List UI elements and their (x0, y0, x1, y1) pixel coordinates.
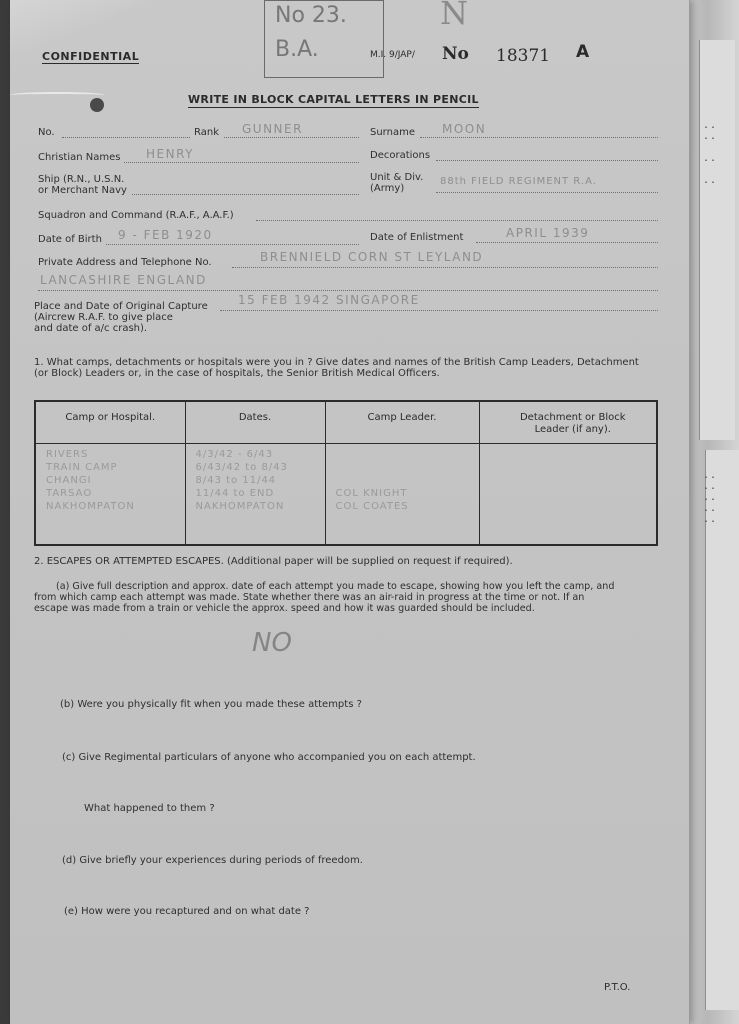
unit-line (436, 192, 658, 193)
decorative-dots: .. .. .. .. (703, 120, 718, 186)
surname-label: Surname (370, 127, 415, 138)
capture-label-3: and date of a/c crash). (34, 323, 148, 334)
dates-entry: 4/3/42 - 6/43 6/43/42 to 8/43 8/43 to 11/44 11/44 to END NAKHOMPATON (195, 448, 288, 512)
question-2a-line-1: (a) Give full description and approx. date of each attempt you made to escape, showing how you left the camp, and (56, 581, 615, 592)
col-header-dates: Dates. (185, 401, 325, 443)
question-1-line-1: 1. What camps, detachments or hospitals were you in ? Give dates and names of the British Camp Leaders, Detachment (34, 357, 639, 368)
paper-edge (705, 450, 739, 1010)
address-line-2 (38, 290, 658, 291)
question-1-line-2: (or Block) Leaders or, in the case of hospitals, the Senior British Medical Officers. (34, 368, 440, 379)
unit-label-1: Unit & Div. (370, 172, 424, 183)
address-line (232, 267, 658, 268)
squadron-line (256, 220, 658, 221)
confidential-label: CONFIDENTIAL (42, 50, 140, 63)
stamp-line-2: B.A. (275, 37, 319, 62)
cell-leader (325, 443, 479, 545)
question-2-title: 2. ESCAPES OR ATTEMPTED ESCAPES. (Additional paper will be supplied on request if required). (34, 556, 513, 567)
enlistment-label: Date of Enlistment (370, 232, 464, 243)
table-row (35, 443, 657, 545)
dob-label: Date of Birth (38, 234, 102, 245)
pencil-mark: N (440, 0, 468, 32)
stamp-line-1: No 23. (275, 3, 347, 28)
dob-line (106, 244, 359, 245)
christian-names-value: HENRY (146, 147, 194, 161)
christian-names-line (124, 162, 359, 163)
number-label: No (442, 44, 469, 64)
ship-line (132, 194, 359, 195)
question-2b: (b) Were you physically fit when you made these attempts ? (60, 699, 362, 710)
capture-line (220, 310, 658, 311)
enlistment-value: APRIL 1939 (506, 226, 590, 240)
table-header-row (35, 401, 657, 443)
form-sheet (10, 0, 690, 1024)
col-header-detachment: Detachment or Block Leader (if any). (479, 401, 657, 443)
cell-camps (35, 443, 185, 545)
rank-label: Rank (194, 127, 219, 138)
address-label: Private Address and Telephone No. (38, 257, 212, 268)
address-value-2: LANCASHIRE ENGLAND (40, 273, 207, 287)
rank-value: GUNNER (242, 122, 303, 136)
dob-value: 9 - FEB 1920 (118, 228, 213, 242)
capture-label-1: Place and Date of Original Capture (34, 301, 208, 312)
string-knot (90, 98, 104, 112)
form-number-suffix: A (576, 42, 590, 62)
decorative-dots: .. .. .. .. .. (703, 470, 718, 525)
capture-value: 15 FEB 1942 SINGAPORE (238, 293, 420, 307)
camps-table (34, 400, 658, 546)
christian-names-label: Christian Names (38, 152, 121, 163)
question-2e: (e) How were you recaptured and on what date ? (64, 906, 310, 917)
ship-label-2: or Merchant Navy (38, 185, 127, 196)
no-line (62, 137, 190, 138)
escape-answer: NO (252, 628, 292, 658)
decorations-line (436, 160, 658, 161)
camps-entry: RIVERS TRAIN CAMP CHANGI TARSAO NAKHOMPATON (46, 448, 135, 512)
no-label: No. (38, 127, 55, 138)
paper-edge (699, 40, 735, 440)
reference-prefix: M.I. 9/JAP/ (370, 50, 415, 60)
pto-label: P.T.O. (604, 982, 631, 993)
surname-line (420, 137, 658, 138)
received-stamp (264, 0, 384, 78)
form-number: 18371 (496, 46, 551, 66)
unit-value: 88th FIELD REGIMENT R.A. (440, 176, 597, 187)
binding-string (10, 92, 105, 98)
question-2c: (c) Give Regimental particulars of anyone who accompanied you on each attempt. (62, 752, 476, 763)
col-header-leader: Camp Leader. (325, 401, 479, 443)
question-2d: (d) Give briefly your experiences during periods of freedom. (62, 855, 363, 866)
address-value-1: BRENNIELD CORN ST LEYLAND (260, 250, 484, 264)
enlistment-line (476, 242, 658, 243)
ship-label-1: Ship (R.N., U.S.N. (38, 174, 125, 185)
leader-entry: COL KNIGHT COL COATES (335, 487, 409, 512)
squadron-label: Squadron and Command (R.A.F., A.A.F.) (38, 210, 234, 221)
rank-line (224, 137, 359, 138)
surname-value: MOON (442, 122, 487, 136)
question-2a-line-3: escape was made from a train or vehicle the approx. speed and how it was guarded should be included. (34, 603, 535, 614)
unit-label-2: (Army) (370, 183, 405, 194)
cell-dates (185, 443, 325, 545)
decorations-label: Decorations (370, 150, 431, 161)
question-2c-sub: What happened to them ? (84, 803, 215, 814)
cell-detachment (479, 443, 657, 545)
capture-label-2: (Aircrew R.A.F. to give place (34, 312, 173, 323)
instruction-heading: WRITE IN BLOCK CAPITAL LETTERS IN PENCIL (188, 93, 479, 106)
question-2a-line-2: from which camp each attempt was made. State whether there was an air-raid in progress at the time or not. If an (34, 592, 585, 603)
col-header-camp: Camp or Hospital. (35, 401, 185, 443)
